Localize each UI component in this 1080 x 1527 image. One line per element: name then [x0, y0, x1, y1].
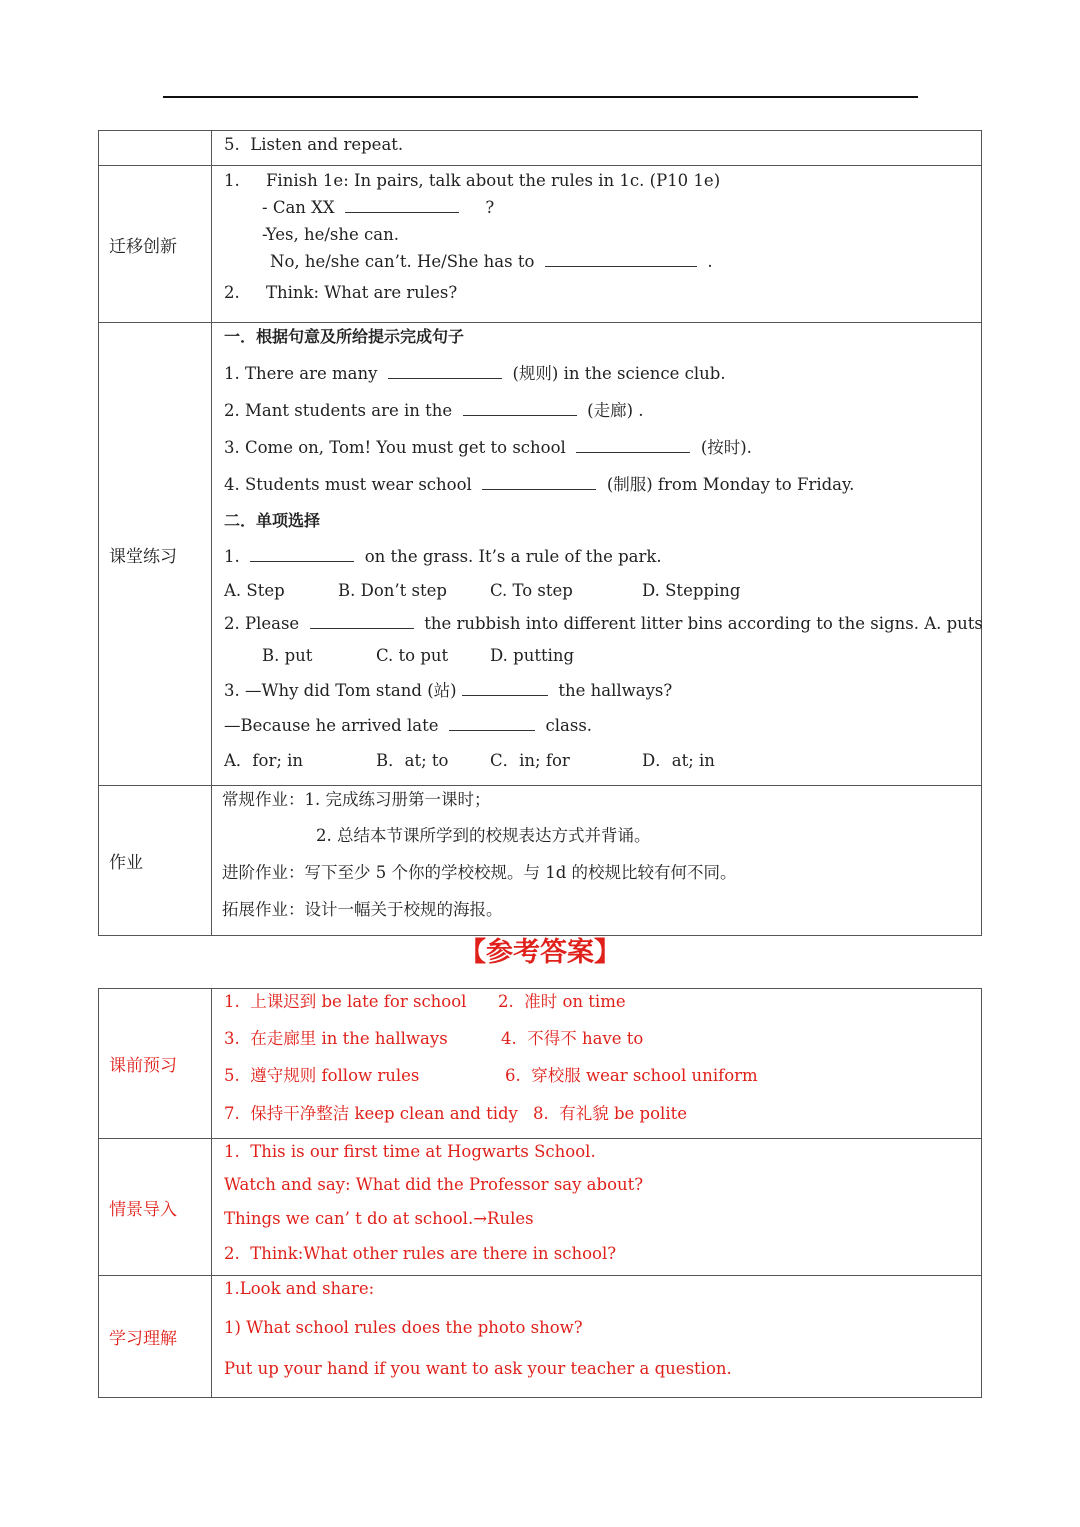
- row-label: 学习理解: [99, 1276, 212, 1398]
- table-row: [99, 989, 982, 1139]
- exercise-line: 3. Come on, Tom! You must get to school (按时).: [224, 438, 752, 457]
- answer-item: 5. 遵守规则 follow rules: [224, 1066, 420, 1085]
- answer-table: [98, 988, 982, 1398]
- row-label: 课前预习: [99, 989, 212, 1139]
- row-label: [99, 131, 212, 166]
- section-heading: 一．根据句意及所给提示完成句子: [224, 327, 465, 346]
- task-line: 2. Think: What are rules?: [224, 283, 458, 302]
- exercise-line: 1. on the grass. It’s a rule of the park.: [224, 547, 662, 566]
- answer-line: 2. Think:What other rules are there in school?: [224, 1244, 617, 1263]
- answer-item: 1. 上课迟到 be late for school: [224, 992, 467, 1011]
- option-d: D. putting: [490, 646, 575, 665]
- answer-item: 8. 有礼貌 be polite: [533, 1104, 687, 1123]
- table-row: [99, 323, 982, 786]
- row-label: 情景导入: [99, 1139, 212, 1276]
- answer-line: Watch and say: What did the Professor say about?: [224, 1175, 644, 1194]
- dialogue-line: - Can XX ?: [262, 198, 495, 217]
- answer-item: 4. 不得不 have to: [501, 1029, 644, 1048]
- step-text: 5. Listen and repeat.: [224, 135, 404, 154]
- homework-line: 常规作业：1. 完成练习册第一课时；: [222, 790, 491, 809]
- table-row: [99, 131, 982, 166]
- exercise-line: 2. Please the rubbish into different litter bins according to the signs. A. puts: [224, 614, 983, 633]
- row-label: 课堂练习: [99, 323, 212, 786]
- exercise-line: 1. There are many (规则) in the science club.: [224, 364, 726, 383]
- option-b: B．at; to: [376, 751, 449, 770]
- answer-line: 1) What school rules does the photo show?: [224, 1318, 583, 1337]
- homework-line: 2. 总结本节课所学到的校规表达方式并背诵。: [316, 826, 651, 845]
- exercise-line: —Because he arrived late class.: [224, 716, 593, 735]
- exercise-line: 2. Mant students are in the (走廊) .: [224, 401, 644, 420]
- row-label: 迁移创新: [99, 166, 212, 323]
- option-b: B. Don’t step: [338, 581, 447, 600]
- dialogue-line: -Yes, he/she can.: [262, 225, 399, 244]
- homework-line: 进阶作业：写下至少 5 个你的学校校规。与 1d 的校规比较有何不同。: [222, 863, 737, 882]
- answer-item: 7. 保持干净整洁 keep clean and tidy: [224, 1104, 518, 1123]
- answer-item: 6. 穿校服 wear school uniform: [505, 1066, 758, 1085]
- dialogue-line: No, he/she can’t. He/She has to .: [270, 252, 713, 271]
- answer-title: 【参考答案】: [459, 937, 621, 968]
- row-label: 作业: [99, 786, 212, 936]
- option-c: C. To step: [490, 581, 573, 600]
- answer-line: Things we can’ t do at school.→Rules: [224, 1209, 534, 1228]
- table-row: [99, 166, 982, 323]
- option-d: D. Stepping: [642, 581, 741, 600]
- task-line: 1. Finish 1e: In pairs, talk about the rules in 1c. (P10 1e): [224, 171, 721, 190]
- answer-line: Put up your hand if you want to ask your teacher a question.: [224, 1359, 732, 1378]
- option-a: A．for; in: [224, 751, 304, 770]
- header-rule: [163, 96, 918, 98]
- table-row: [99, 786, 982, 936]
- answer-line: 1.Look and share:: [224, 1279, 375, 1298]
- option-c: C．in; for: [490, 751, 570, 770]
- option-a: A. Step: [224, 581, 285, 600]
- section-heading: 二．单项选择: [224, 511, 321, 530]
- option-b: B. put: [262, 646, 313, 665]
- lesson-table: [98, 130, 982, 936]
- exercise-line: 4. Students must wear school (制服) from Monday to Friday.: [224, 475, 855, 494]
- table-row: [99, 1139, 982, 1276]
- option-c: C. to put: [376, 646, 449, 665]
- homework-line: 拓展作业：设计一幅关于校规的海报。: [222, 900, 503, 919]
- answer-item: 3. 在走廊里 in the hallways: [224, 1029, 448, 1048]
- option-d: D．at; in: [642, 751, 715, 770]
- answer-line: 1. This is our first time at Hogwarts School.: [224, 1142, 596, 1161]
- table-row: [99, 1276, 982, 1398]
- exercise-line: 3. —Why did Tom stand (站) the hallways?: [224, 681, 673, 700]
- answer-item: 2. 准时 on time: [498, 992, 626, 1011]
